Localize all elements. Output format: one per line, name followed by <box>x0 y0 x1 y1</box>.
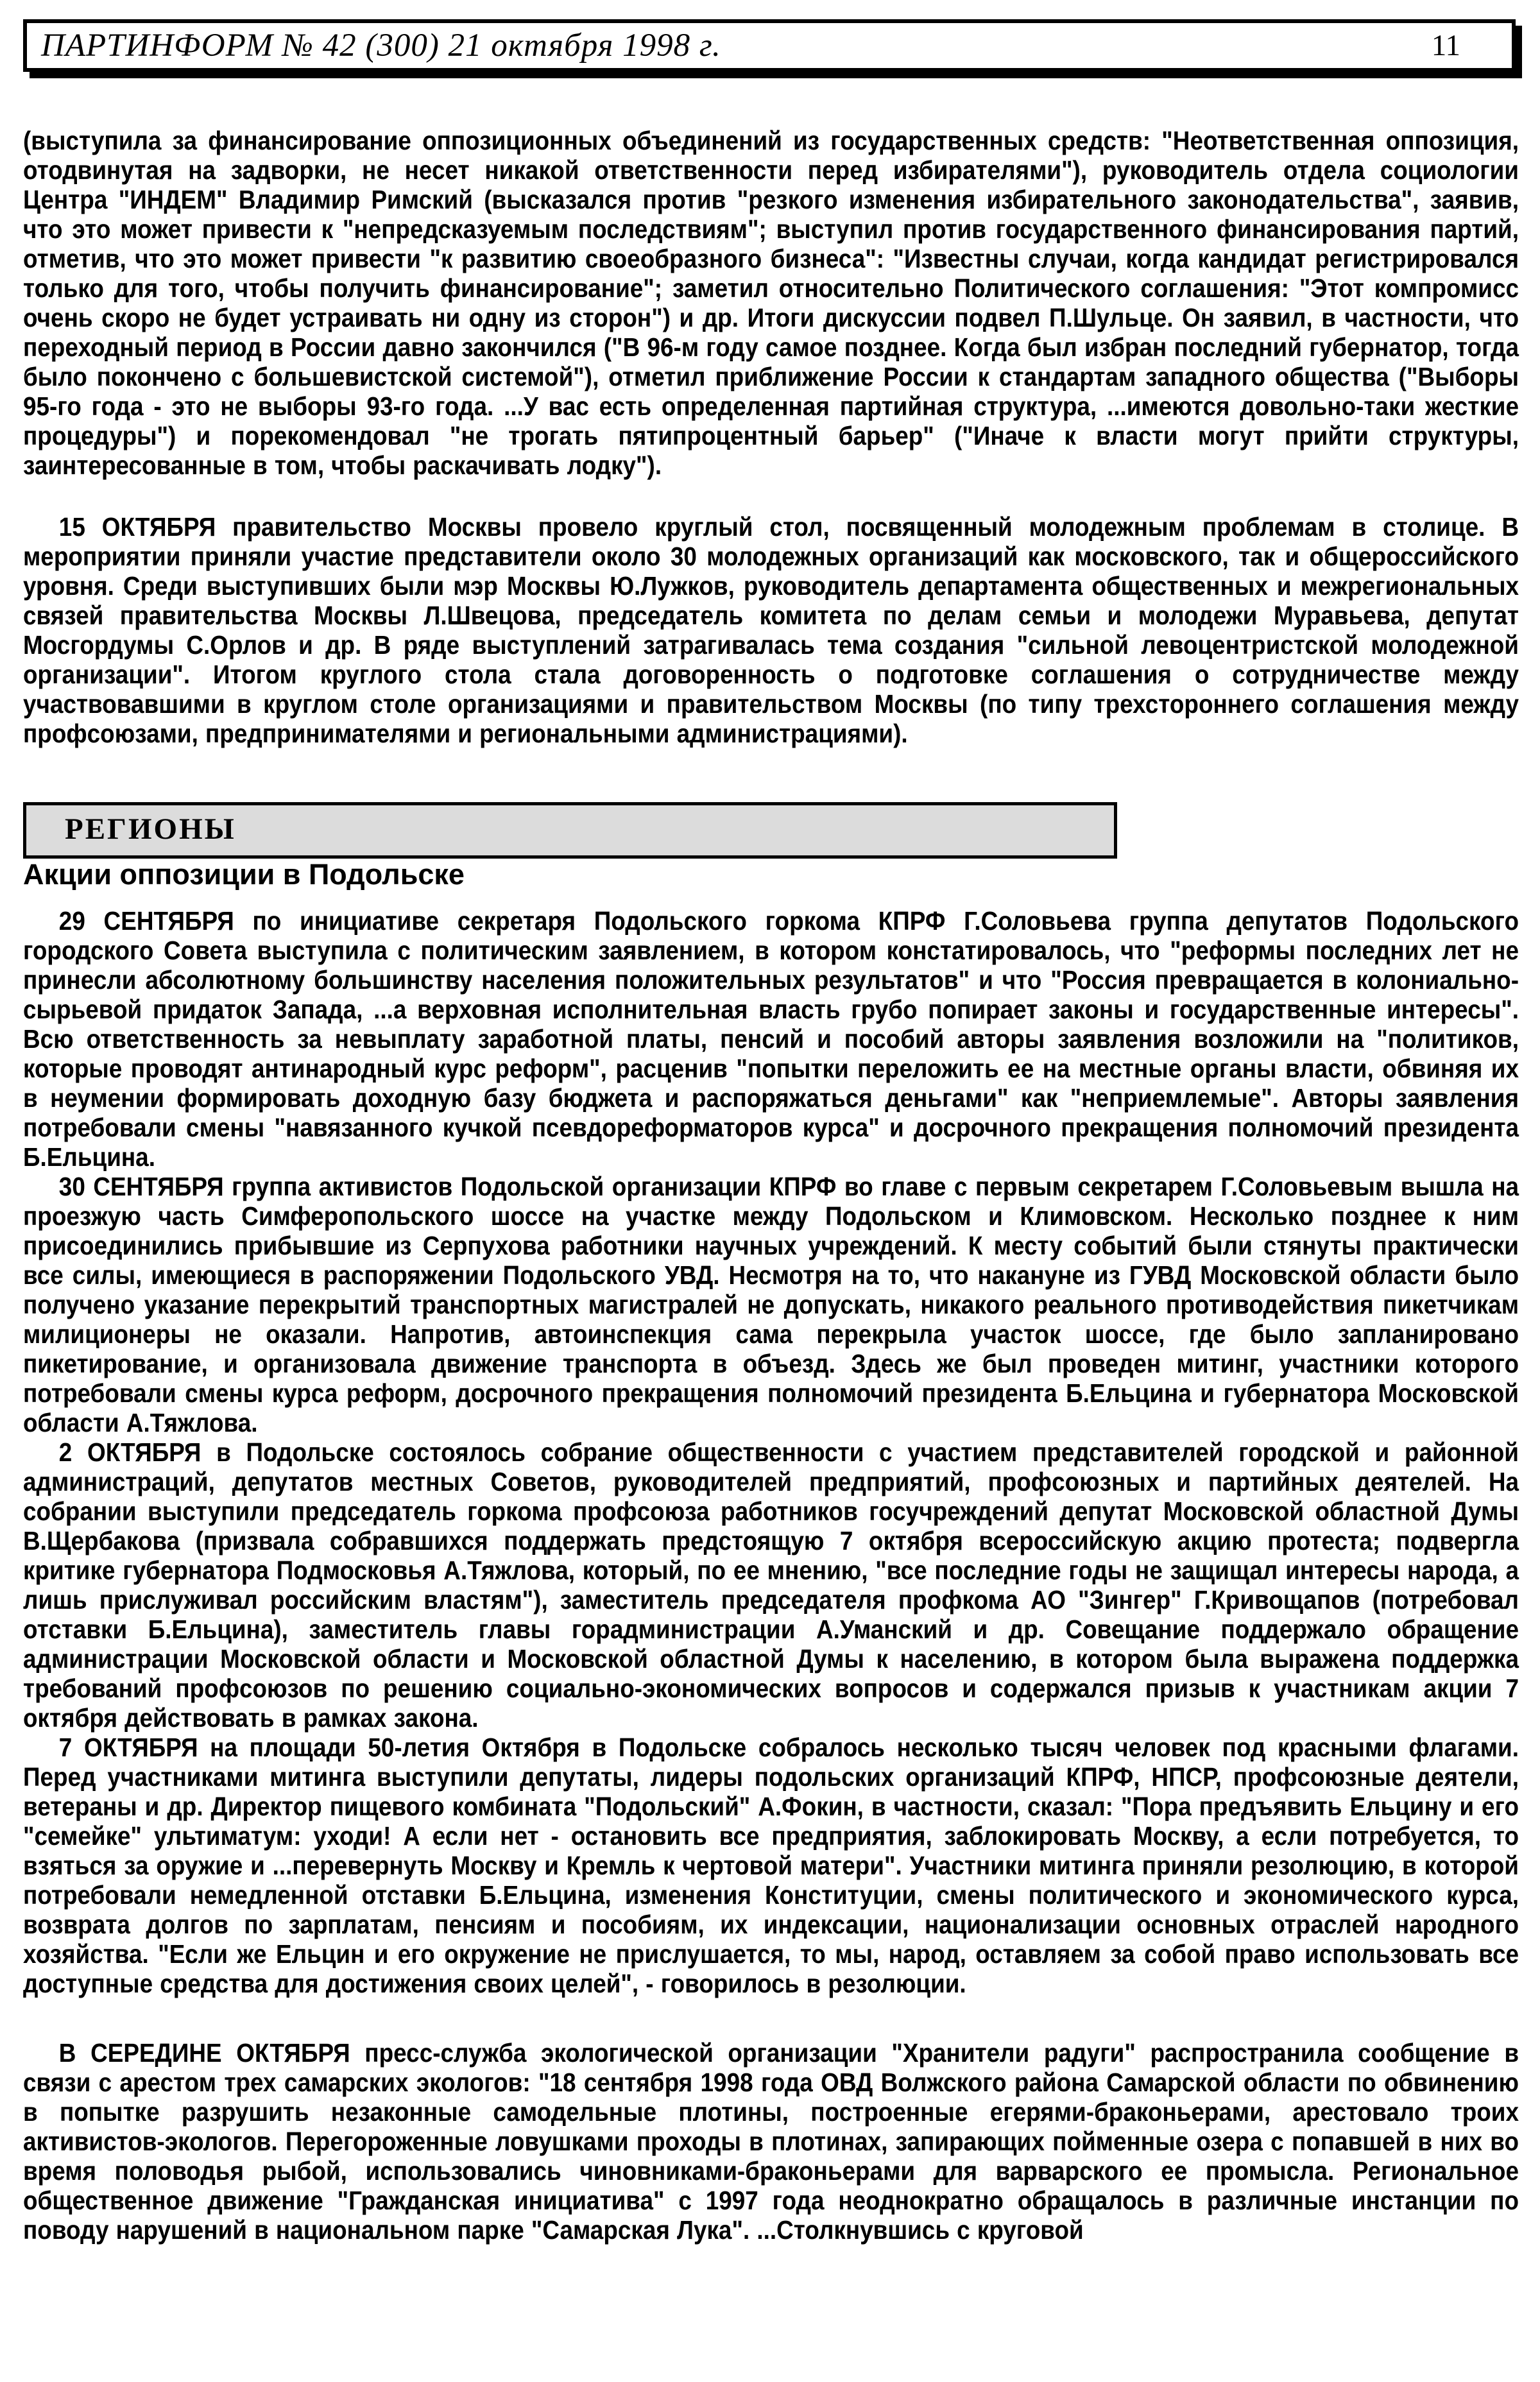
paragraph-oct2-meeting: 2 ОКТЯБРЯ в Подольске состоялось собрание общественности с участием представителей городской и районной администраций, депутатов местных Советов, руководителей предприятий, профсоюзных и партийных деятелей. На собрании выступили председатель горкома профсоюза работников госучреждений депутат Московской областной Думы В.Щербакова (призвала собравшихся поддержать предстоящую 7 октября всероссийскую акцию протеста; подвергла критике губернатора Подмосковья А.Тяжлова, который, по ее мнению, "все последние годы не защищал интересы народа, а лишь прислуживал российским властям"), заместитель председателя профкома АО "Зингер" Г.Кривощапов (потребовал отставки Б.Ельцина), заместитель главы горадминистрации А.Уманский и др. Совещание поддержало обращение администрации Московской области и Московской областной Думы к населению, в котором была выражена поддержка требований профсоюзов по решению социально-экономических вопросов и содержался призыв к участникам акции 7 октября действовать в рамках закона. <box>23 1437 1519 1733</box>
article-heading-podolsk: Акции оппозиции в Подольске <box>23 858 465 891</box>
paragraph-indem-discussion: (выступила за финансирование оппозиционных объединений из государственных средств: "Неответственная оппозиция, отодвинутая на задворки, не несет никакой ответственности перед избирателями"), руководитель отдела социологии Центра "ИНДЕМ" Владимир Римский (высказался против "резкого изменения избирательного законодательства", заявив, что это может привести к "непредсказуемым последствиям"; выступил против государственного финансирования партий, отметив, что это может привести "к развитию своеобразного бизнеса": "Известны случаи, когда кандидат регистрировался только для того, чтобы получить финансирование"; заметил относительно Политического соглашения: "Этот компромисс очень скоро не будет устраивать ни одну из сторон") и др. Итоги дискуссии подвел П.Шульце. Он заявил, в частности, что переходный период в России давно закончился ("В 96-м году самое позднее. Когда был избран последний губернатор, тогда было покончено с большевистской системой"), отметил приближение России к стандартам западного общества ("Выборы 95-го года - это не выборы 93-го года. ...У вас есть определенная партийная структура, ...имеются довольно-таки жесткие процедуры") и порекомендовал "не трогать пятипроцентный барьер" ("Иначе к власти могут прийти структуры, заинтересованные в том, чтобы раскачивать лодку"). <box>23 126 1519 480</box>
page-body <box>23 126 1517 2245</box>
section-banner-regions <box>23 802 1117 859</box>
masthead-title: ПАРТИНФОРМ № 42 (300) 21 октября 1998 г. <box>41 28 721 64</box>
paragraph-sep29-statement: 29 СЕНТЯБРЯ по инициативе секретаря Подольского горкома КПРФ Г.Соловьева группа депутатов Подольского городского Совета выступила с политическим заявлением, в котором констатировалось, что "реформы последних лет не принесли абсолютному большинству населения положительных результатов" и что "Россия превращается в колониально-сырьевой придаток Запада, ...а верховная исполнительная власть грубо попирает законы и государственные интересы". Всю ответственность за невыплату заработной платы, пенсий и пособий авторы заявления возложили на "политиков, которые проводят антинародный курс реформ", расценив "попытки переложить ее на местные органы власти, обвиняя их в неумении формировать доходную базу бюджета и распоряжаться деньгами" как "неприемлемые". Авторы заявления потребовали смены "навязанного кучкой псевдореформаторов курса" и досрочного прекращения полномочий президента Б.Ельцина. <box>23 906 1519 1172</box>
section-banner-label: РЕГИОНЫ <box>65 812 236 846</box>
paragraph-oct7-rally: 7 ОКТЯБРЯ на площади 50-летия Октября в Подольске собралось несколько тысяч человек под красными флагами. Перед участниками митинга выступили депутаты, лидеры подольских организаций КПРФ, НПСР, профсоюзные деятели, ветераны и др. Директор пищевого комбината "Подольский" А.Фокин, в частности, сказал: "Пора предъявить Ельцину и его "семейке" ультиматум: уходи! А если нет - остановить все предприятия, заблокировать Москву, а если потребуется, то взяться за оружие и ...перевернуть Москву и Кремль к чертовой матери". Участники митинга приняли резолюцию, в которой потребовали немедленной отставки Б.Ельцина, изменения Конституции, смены политического и экономического курса, возврата долгов по зарплатам, пенсиям и пособиям, их индексации, национализации основных отраслей народного хозяйства. "Если же Ельцин и его окружение не прислушается, то мы, народ, оставляем за собой право использовать все доступные средства для достижения своих целей", - говорилось в резолюции. <box>23 1733 1519 1998</box>
paragraph-oct15-round-table: 15 ОКТЯБРЯ правительство Москвы провело круглый стол, посвященный молодежным проблемам в столице. В мероприятии приняли участие представители около 30 молодежных организаций как московского, так и общероссийского уровня. Среди выступивших были мэр Москвы Ю.Лужков, руководитель департамента общественных и межрегиональных связей правительства Москвы Л.Швецова, председатель комитета по делам семьи и молодежи Муравьева, депутат Мосгордумы С.Орлов и др. В ряде выступлений затрагивалась тема создания "сильной левоцентристской молодежной организации". Итогом круглого стола стала договоренность о подготовке соглашения о сотрудничестве между участвовавшими в круглом столе организациями и правительством Москвы (по типу трехстороннего соглашения между профсоюзами, предпринимателями и региональными администрациями). <box>23 512 1519 748</box>
masthead <box>23 19 1516 72</box>
page-number: 11 <box>1431 29 1460 62</box>
paragraph-sep30-highway: 30 СЕНТЯБРЯ группа активистов Подольской организации КПРФ во главе с первым секретарем Г.Соловьевым вышла на проезжую часть Симферопольского шоссе на участке между Подольском и Климовском. Несколько позднее к ним присоединились прибывшие из Серпухова работники научных учреждений. К месту событий были стянуты практически все силы, имеющиеся в распоряжении Подольского УВД. Несмотря на то, что накануне из ГУВД Московской области было получено указание перекрытий транспортных магистралей не допускать, никакого реального противодействия пикетчикам милиционеры не оказали. Напротив, автоинспекция сама перекрыла участок шоссе, где было запланировано пикетирование, и организовала движение транспорта в объезд. Здесь же был проведен митинг, участники которого потребовали смены курса реформ, досрочного прекращения полномочий президента Б.Ельцина и губернатора Московской области А.Тяжлова. <box>23 1172 1519 1437</box>
paragraph-mid-october-ecologists: В СЕРЕДИНЕ ОКТЯБРЯ пресс-служба экологической организации "Хранители радуги" распространила сообщение в связи с арестом трех самарских экологов: "18 сентября 1998 года ОВД Волжского района Самарской области по обвинению в попытке разрушить незаконные самодельные плотины, построенные егерями-браконьерами, арестовало троих активистов-экологов. Перегороженные ловушками проходы в плотинах, запирающих пойменные озера с попавшей в них во время половодья рыбой, использовались чиновниками-браконьерами для варварского ее промысла. Региональное общественное движение "Гражданская инициатива" с 1997 года неоднократно обращалось в различные инстанции по поводу нарушений в национальном парке "Самарская Лука". ...Столкнувшись с круговой <box>23 2038 1519 2245</box>
